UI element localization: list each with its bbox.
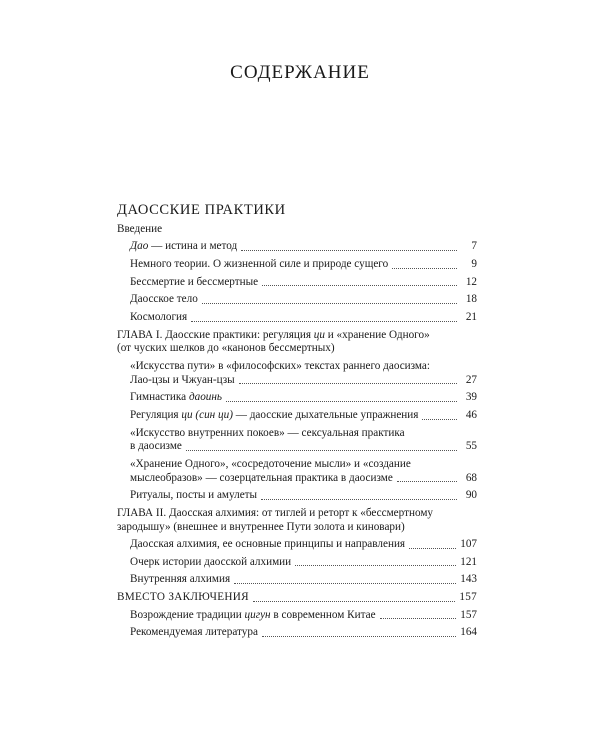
chapter-1-heading [117,329,477,356]
page-number: 68 [465,471,477,484]
toc-entry-text: Регуляция [130,408,182,421]
toc-entry-text: ВМЕСТО ЗАКЛЮЧЕНИЯ [117,591,249,604]
page-number: 7 [471,240,477,253]
toc-entry-text: в даосизме [130,440,182,453]
chapter-heading-subtitle: зародышу» (внешнее и внутреннее Пути золота и киновари) [117,520,405,533]
leader-dots [191,321,457,322]
toc-entry-text: Очерк истории даосской алхимии [130,555,292,568]
toc-entry-cosmology[interactable] [117,311,477,325]
page-number: 107 [460,538,477,551]
toc-entry-daoyin[interactable] [117,391,477,405]
toc-entry-text: «Хранение Одного», «сосредоточение мысли» и «создание [130,457,411,470]
toc-entry-alchemy-history[interactable] [117,556,477,570]
toc-entry-keeping-one[interactable] [117,458,477,485]
leader-dots [261,499,457,500]
chapter-heading-subtitle: (от чуских шелков до «канонов бессмертных) [117,342,335,355]
toc-entry-text-em: цигун [244,608,271,621]
toc-entry-text: Даосская алхимия, ее основные принципы и направления [130,538,406,551]
toc-entry-text: Лао-цзы и Чжуан-цзы [130,373,235,386]
part-heading: ДАОССКИЕ ПРАКТИКИ [117,202,286,218]
toc-entry-text: Рекомендуемая литература [130,626,258,639]
toc-entry-text: Даосское тело [130,293,198,306]
toc-entry-text: Внутренняя алхимия [130,573,231,586]
leader-dots [239,383,457,384]
toc-entry-theory[interactable] [117,258,477,272]
intro-heading: Введение [117,222,163,235]
toc-entry-text: «Искусства пути» в «философских» текстах раннего даосизма: [130,359,430,372]
page-number: 55 [465,440,477,453]
toc-entry-text: — даосские дыхательные упражнения [232,408,419,421]
leader-dots [186,450,457,451]
toc-entry-alchemy-principles[interactable] [117,538,477,552]
leader-dots [422,419,457,420]
page-number: 157 [459,591,477,604]
leader-dots [262,636,456,637]
toc-entry-text-em: даоинь [188,391,223,404]
toc-entry-immortality[interactable] [117,276,477,290]
page-number: 27 [465,373,477,386]
leader-dots [262,285,457,286]
toc-entry-qigong-revival[interactable] [117,609,477,623]
page-number: 90 [465,489,477,502]
toc-entry-rituals[interactable] [117,489,477,503]
toc-entry-text: Космология [130,310,188,323]
page-number: 9 [471,258,477,270]
toc-entry-text: Бессмертие и бессмертные [130,275,259,288]
page-title: СОДЕРЖАНИЕ [230,62,370,83]
toc-entry-text: Гимнастика [130,391,189,404]
leader-dots [392,268,457,269]
toc-entry-qi-regulation[interactable] [117,409,477,423]
leader-dots [202,303,457,304]
toc-entry-text: Ритуалы, посты и амулеты [130,489,258,502]
leader-dots [295,565,456,566]
leader-dots [253,601,455,602]
page-number: 143 [460,573,477,586]
toc-entry-text: Немного теории. О жизненной силе и природе сущего [130,258,389,270]
chapter-2-heading [117,507,477,534]
leader-dots [226,401,457,402]
page-number: 18 [465,293,477,306]
toc-entry-inner-chambers[interactable] [117,427,477,454]
toc-entry-text: Возрождение традиции [130,608,245,621]
leader-dots [241,250,457,251]
leader-dots [234,583,456,584]
leader-dots [409,548,456,549]
toc-entry-conclusion[interactable] [117,591,477,605]
page-number: 39 [465,391,477,404]
table-of-contents [117,202,477,644]
toc-entry-text-em: Дао [130,240,149,253]
page-number: 121 [460,555,477,568]
page-number: 46 [465,408,477,421]
chapter-heading-text: и «хранение Одного» [324,328,430,341]
page-number: 157 [460,608,477,621]
page-number: 21 [465,310,477,323]
toc-entry-text: — истина и метод [148,240,238,253]
toc-entry-text: в современном Китае [270,608,376,621]
toc-entry-inner-alchemy[interactable] [117,573,477,587]
toc-entry-recommended-literature[interactable] [117,626,477,640]
page-number: 164 [460,626,477,639]
toc-entry-text: мыслеобразов» — созерцательная практика в даосизме [130,471,393,484]
toc-entry-body[interactable] [117,293,477,307]
toc-entry-arts-of-way[interactable] [117,360,477,387]
toc-entry-dao[interactable] [117,240,477,254]
page-number: 12 [465,275,477,288]
leader-dots [397,481,457,482]
toc-entry-text: «Искусство внутренних покоев» — сексуальная практика [130,426,405,439]
leader-dots [380,618,457,619]
chapter-heading-em: ци [313,328,325,341]
chapter-heading-text: ГЛАВА I. Даосские практики: регуляция [117,328,314,341]
chapter-heading-text: ГЛАВА II. Даосская алхимия: от тиглей и реторт к «бессмертному [117,506,434,519]
toc-entry-text-em: ци (син ци) [181,408,233,421]
